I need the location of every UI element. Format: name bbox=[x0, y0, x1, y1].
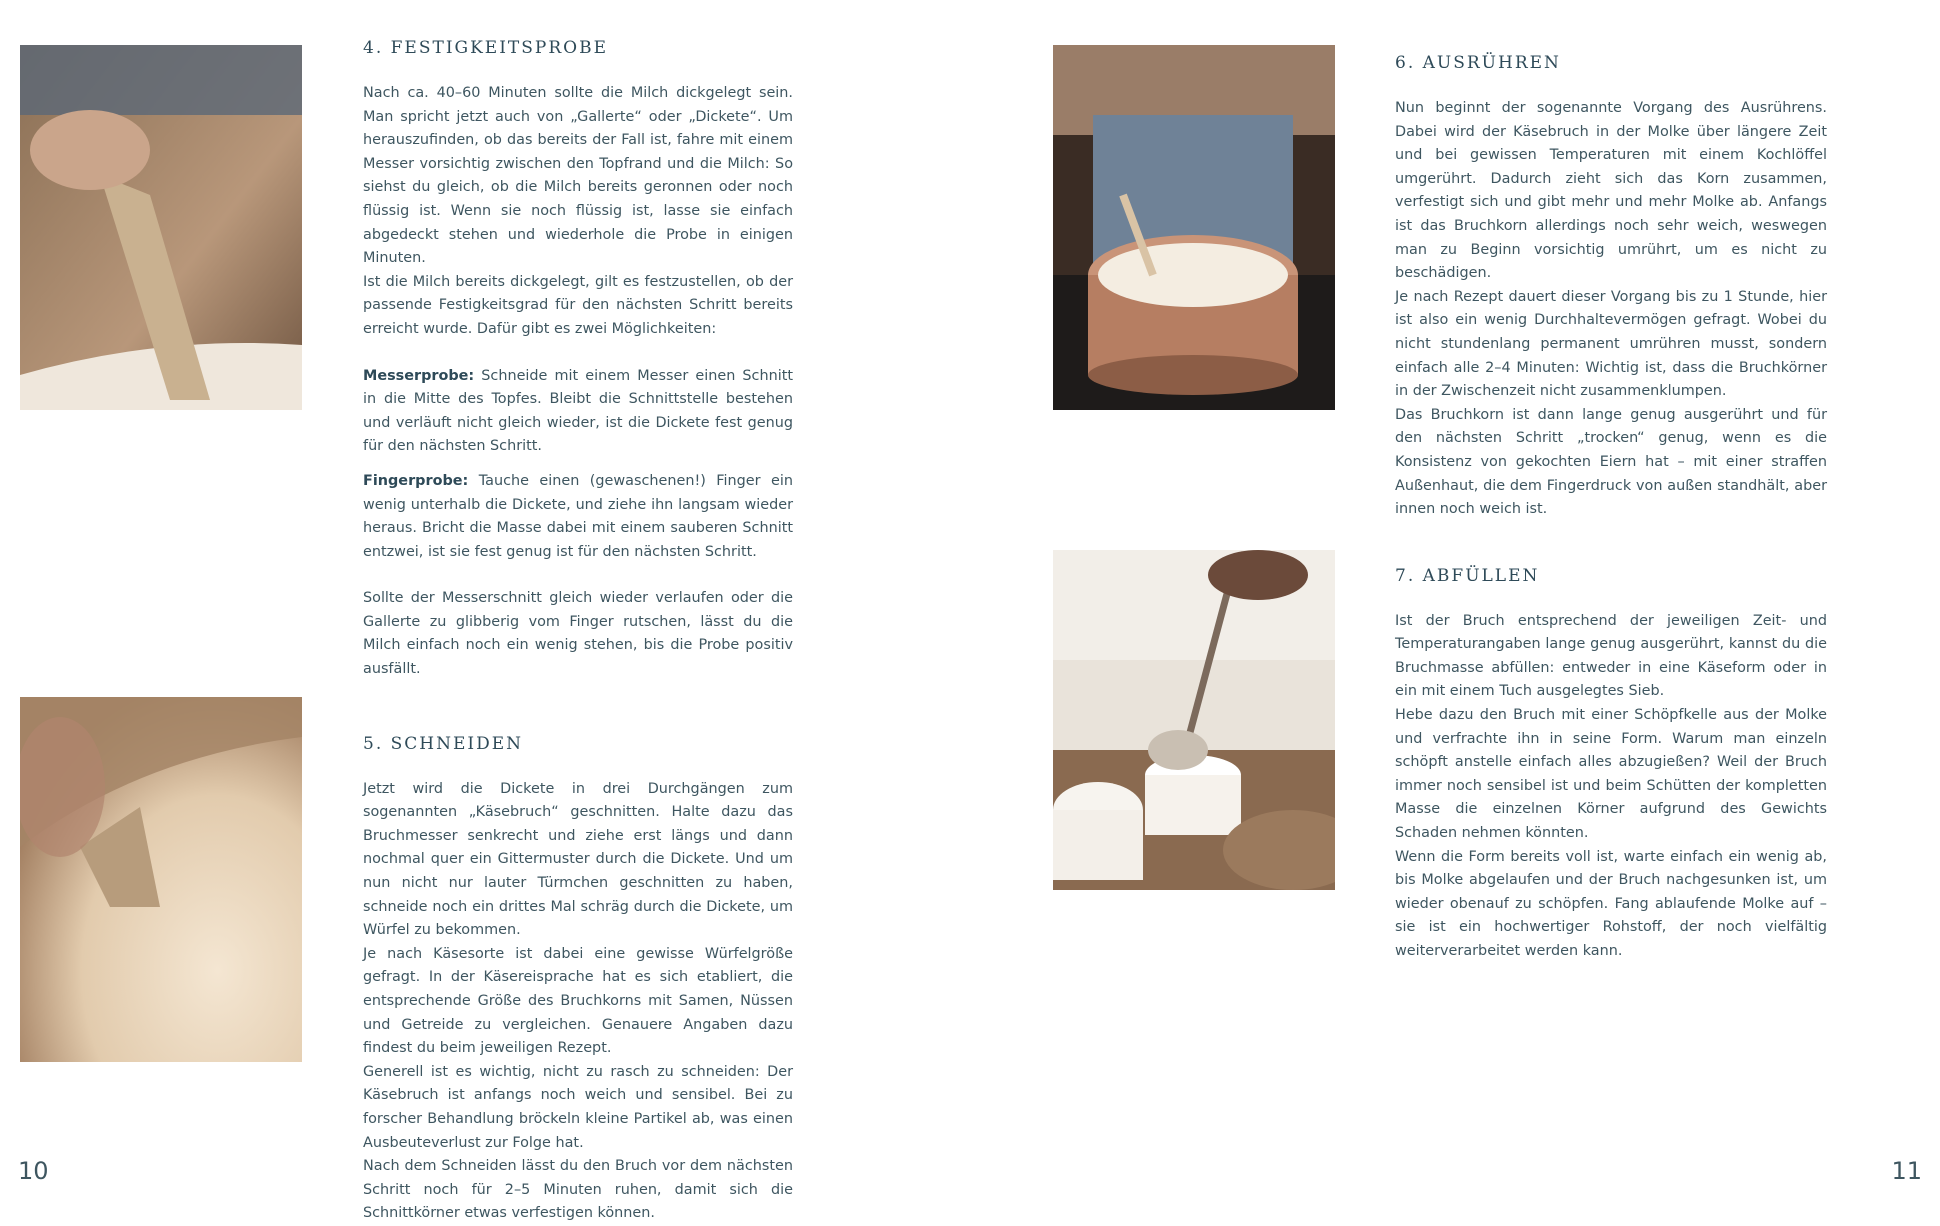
paragraph: Wenn die Form bereits voll ist, warte einfach ein wenig ab, bis Molke abgelaufen und der Bruch nachgesunken ist, um wieder obenauf zu schöpfen. Fang ablaufende Molke auf – sie ist ein hochwertiger Rohstoff, der noch vielfältig weiterverarbeitet werden kann. bbox=[1395, 848, 1827, 959]
photo-cutting-dickete bbox=[20, 697, 302, 1062]
paragraph-messerprobe bbox=[363, 365, 793, 459]
paragraph-fingerprobe bbox=[363, 470, 793, 564]
section-schneiden bbox=[363, 734, 793, 1226]
text-fingerprobe: Tauche einen (gewaschenen!) Finger ein wenig unterhalb die Dickete, und ziehe ihn langsam wieder heraus. Bricht die Masse dabei mit einem sauberen Schnitt entzwei, ist sie fest genug ist für den nächsten Schritt. bbox=[363, 472, 793, 560]
section-heading: 6. AUSRÜHREN bbox=[1395, 53, 1561, 73]
paragraph: Je nach Käsesorte ist dabei eine gewisse Würfelgröße gefragt. In der Käsereisprache hat es sich etabliert, die entsprechende Größe des Bruchkorns mit Samen, Nüssen und Getreide zu vergleichen. Genauere Angaben dazu findest du beim jeweiligen Rezept. bbox=[363, 945, 793, 1057]
paragraph: Hebe dazu den Bruch mit einer Schöpfkelle aus der Molke und verfrachte ihn in seine Form. Warum man einzeln schöpft anstelle einfach alles abzugießen? Weil der Bruch immer noch sensibel ist und beim Schütten der kompletten Masse die einzelnen Körner aufgrund des Gewichts Schaden nehmen könnten. bbox=[1395, 707, 1827, 842]
section-festigkeitsprobe bbox=[363, 38, 793, 1226]
paragraph: Sollte der Messerschnitt gleich wieder verlaufen oder die Gallerte zu glibberig vom Finger rutschen, lässt du die Milch einfach noch ein wenig stehen, bis die Probe positiv ausfällt. bbox=[363, 590, 793, 678]
paragraph: Nach ca. 40–60 Minuten sollte die Milch dickgelegt sein. Man spricht jetzt auch von „Gallerte“ oder „Dickete“. Um herauszufinden, ob das bereits der Fall ist, fahre mit einem Messer vorsichtig zwischen den Topfrand und die Milch: So siehst du gleich, ob die Milch bereits geronnen oder noch flüssig ist. Wenn sie noch flüssig ist, lasse sie einfach abgedeckt stehen und wiederhole die Probe in einigen Minuten. bbox=[363, 85, 793, 267]
paragraph: Nach dem Schneiden lässt du den Bruch vor dem nächsten Schritt noch für 2–5 Minuten ruhen, damit sich die Schnittkörner etwas verfestigen können. bbox=[363, 1158, 793, 1222]
page-number-left: 10 bbox=[18, 1157, 49, 1185]
page-right bbox=[970, 0, 1940, 1189]
section-abfuellen bbox=[1395, 566, 1827, 964]
paragraph: Generell ist es wichtig, nicht zu rasch zu schneiden: Der Käsebruch ist anfangs noch weich und sensibel. Bei zu forscher Behandlung bröckeln kleine Partikel ab, was einen Ausbeuteverlust zur Folge hat. bbox=[363, 1063, 793, 1151]
paragraph: Das Bruchkorn ist dann lange genug ausgerührt und für den nächsten Schritt „trocken“ genug, wenn es die Konsistenz von gekochten Eiern hat – mit einer straffen Außenhaut, die dem Fingerdruck von außen standhält, aber innen noch weich ist. bbox=[1395, 406, 1827, 518]
section-heading: 5. SCHNEIDEN bbox=[363, 733, 524, 754]
photo-ladling-curd bbox=[1053, 550, 1335, 890]
page-number-right: 11 bbox=[1891, 1157, 1922, 1185]
section-heading: 4. FESTIGKEITSPROBE bbox=[363, 38, 608, 58]
section-heading: 7. ABFÜLLEN bbox=[1395, 565, 1540, 586]
paragraph: Nun beginnt der sogenannte Vorgang des Ausrührens. Dabei wird der Käsebruch in der Molke über längere Zeit und bei gewissen Temperaturen mit einem Kochlöffel umgerührt. Dadurch zieht sich das Korn zusammen, verfestigt sich und gibt mehr und mehr Molke ab. Anfangs ist das Bruchkorn allerdings noch sehr weich, weswegen man zu Beginn vorsichtig umrührt, um es nicht zu beschädigen. bbox=[1395, 100, 1827, 282]
label-messerprobe: Messerprobe: bbox=[363, 367, 475, 384]
photo-knife-in-pot bbox=[20, 45, 302, 410]
paragraph: Ist die Milch bereits dickgelegt, gilt es festzustellen, ob der passende Festigkeitsgrad für den nächsten Schritt bereits erreicht wurde. Dafür gibt es zwei Möglichkeiten: bbox=[363, 273, 793, 337]
paragraph: Ist der Bruch entsprechend der jeweiligen Zeit- und Temperaturangaben lange genug ausgerührt, kannst du die Bruchmasse abfüllen: entweder in eine Käseform oder in ein mit einem Tuch ausgelegtes Sieb. bbox=[1395, 612, 1827, 700]
page-left bbox=[0, 0, 970, 1222]
section-ausruehren bbox=[1395, 53, 1827, 964]
paragraph: Je nach Rezept dauert dieser Vorgang bis zu 1 Stunde, hier ist also ein wenig Durchhaltevermögen gefragt. Wobei du nicht stundenlang permanent umrühren musst, sondern einfach alle 2–4 Minuten: Wichtig ist, dass die Bruchkörner in der Zwischenzeit nicht zusammenklumpen. bbox=[1395, 288, 1827, 400]
label-fingerprobe: Fingerprobe: bbox=[363, 472, 469, 489]
paragraph: Jetzt wird die Dickete in drei Durchgängen zum sogenannten „Käsebruch“ geschnitten. Halte dazu das Bruchmesser senkrecht und ziehe erst längs und dann nochmal quer ein Gittermuster durch die Dickete. Und um nun nicht nur lauter Türmchen geschnitten zu haben, schneide noch ein drittes Mal schräg durch die Dickete, um Würfel zu bekommen. bbox=[363, 780, 793, 939]
photo-stirring-pot bbox=[1053, 45, 1335, 410]
text-messerprobe: Schneide mit einem Messer einen Schnitt in die Mitte des Topfes. Bleibt die Schnittstelle bestehen und verläuft nicht gleich wieder, ist die Dickete fest genug für den nächsten Schritt. bbox=[363, 367, 793, 455]
